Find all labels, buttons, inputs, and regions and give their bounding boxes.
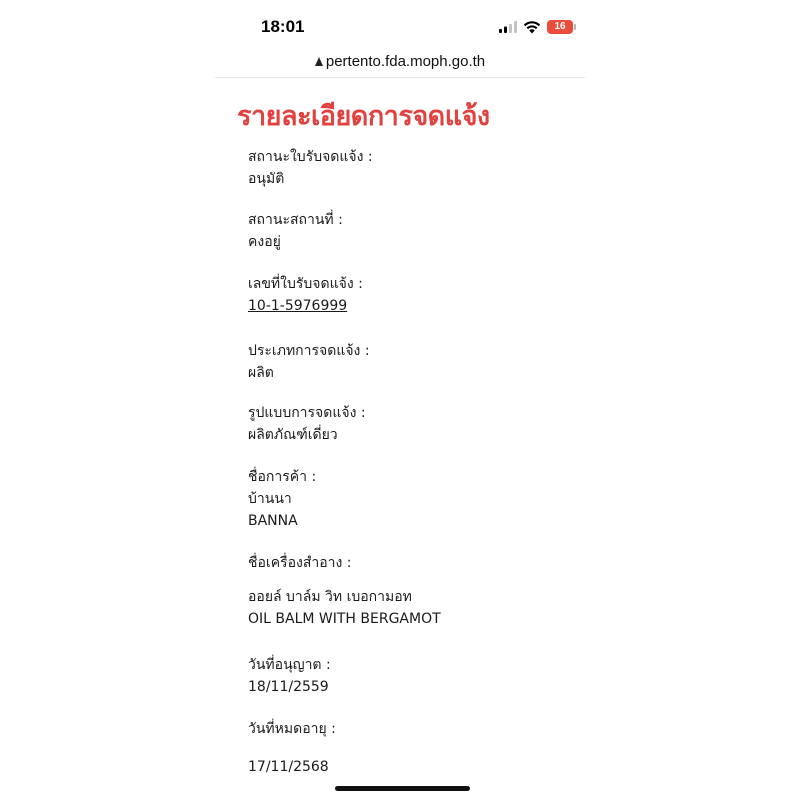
- phone-screen: [215, 0, 585, 800]
- field-notification-format: [248, 402, 366, 446]
- signal-icon: [499, 21, 517, 33]
- field-label: ชื่อเครื่องสำอาง :: [248, 555, 352, 571]
- field-label: สถานะสถานที่ :: [248, 212, 343, 228]
- battery-icon: [547, 20, 573, 34]
- field-value: อนุมัติ: [248, 171, 285, 187]
- url-text[interactable]: pertento.fda.moph.go.th: [325, 53, 486, 70]
- home-indicator[interactable]: [335, 786, 470, 791]
- lock-icon: [315, 57, 323, 66]
- status-time: 18:01: [261, 17, 305, 36]
- field-value: ผลิต: [248, 365, 274, 381]
- field-value: บ้านนา: [248, 491, 292, 507]
- field-label: วันที่หมดอายุ :: [248, 721, 336, 737]
- field-trade-name: [248, 466, 316, 532]
- field-license-number: [248, 273, 363, 317]
- wifi-icon: [523, 20, 541, 34]
- field-label: วันที่อนุญาต :: [248, 657, 331, 673]
- field-label: สถานะใบรับจดแจ้ง :: [248, 149, 373, 165]
- field-value: ผลิตภัณฑ์เดี่ยว: [248, 427, 338, 443]
- status-bar: [215, 0, 585, 50]
- address-bar[interactable]: [215, 50, 585, 78]
- field-value-english: OIL BALM WITH BERGAMOT: [248, 611, 441, 627]
- field-label: ประเภทการจดแจ้ง :: [248, 343, 370, 359]
- page-title: รายละเอียดการจดแจ้ง: [237, 101, 490, 132]
- field-value: คงอยู่: [248, 234, 281, 250]
- field-cosmetic-name: [248, 552, 441, 630]
- field-label: ชื่อการค้า :: [248, 469, 317, 485]
- field-label: เลขที่ใบรับจดแจ้ง :: [248, 276, 363, 292]
- field-expiry-date: [248, 718, 336, 778]
- field-value-english: BANNA: [248, 513, 298, 529]
- field-notification-type: [248, 340, 370, 384]
- field-approval-date: [248, 654, 331, 698]
- field-premises-status: [248, 209, 343, 253]
- field-value: ออยล์ บาล์ม วิท เบอกามอท: [248, 589, 412, 605]
- field-license-status: [248, 146, 373, 190]
- license-number-link[interactable]: 10-1-5976999: [248, 298, 348, 314]
- field-value: 18/11/2559: [248, 679, 329, 695]
- battery-level: 16: [554, 21, 566, 32]
- field-label: รูปแบบการจดแจ้ง :: [248, 405, 366, 421]
- field-value: 17/11/2568: [248, 759, 329, 775]
